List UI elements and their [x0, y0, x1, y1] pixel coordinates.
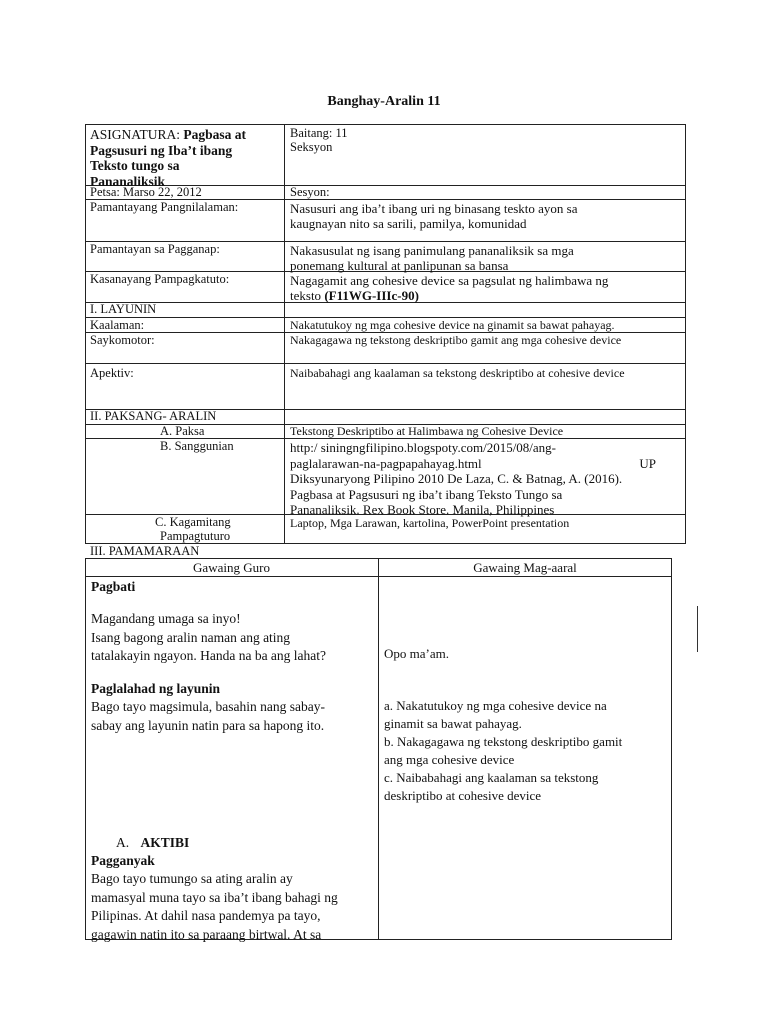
sanggunian-label: B. Sanggunian	[160, 439, 234, 453]
kagamitan-label	[155, 516, 231, 543]
kagamitan-value: Laptop, Mga Larawan, kartolina, PowerPoint presentation	[290, 516, 570, 530]
pagganap-label: Pamantayan sa Pagganap:	[90, 242, 220, 256]
paksa-label: A. Paksa	[160, 424, 205, 438]
seksyon: Seksyon	[290, 140, 333, 154]
kasanayan-code: (F11WG-IIIc-90)	[324, 288, 419, 303]
asignatura-prefix: ASIGNATURA:	[90, 127, 184, 142]
aktibi-letter: A.	[116, 835, 130, 850]
guro-p3-line2: mamasyal muna tayo sa iba’t ibang bahagi ng	[91, 889, 338, 905]
guro-paragraph-1	[91, 610, 326, 666]
sanggunian-line4: Pagbasa at Pagsusuri ng iba’t ibang Teksto Tungo sa	[290, 486, 563, 502]
kagamitan-label-line1: C. Kagamitang	[155, 515, 231, 529]
kaalaman-value: Nakatutukoy ng mga cohesive device na ginamit sa bawat pahayag.	[290, 318, 615, 332]
guro-p3-line3: Pilipinas. At dahil nasa pandemya pa tayo,	[91, 908, 321, 923]
magaaral-a-line2: ginamit sa bawat pahayag.	[384, 716, 522, 731]
sanggunian-line2: paglalarawan-na-pagpapahayag.html	[290, 455, 482, 471]
baitang: Baitang: 11	[290, 126, 348, 140]
pangnilalaman-value	[290, 201, 578, 231]
col-guro-header: Gawaing Guro	[193, 560, 270, 575]
guro-p1-line3: tatalakayin ngayon. Handa na ba ang lahat?	[91, 648, 327, 663]
pangnilalaman-label: Pamantayang Pangnilalaman:	[90, 200, 239, 214]
guro-p1-line1: Magandang umaga sa inyo!	[91, 611, 241, 626]
guro-p1-line2: Isang bagong aralin naman ang ating	[91, 629, 291, 645]
asignatura-line2: Pagsusuri ng Iba’t ibang	[90, 142, 233, 158]
petsa: Petsa: Marso 22, 2012	[90, 185, 202, 199]
asignatura-line1: Pagbasa at	[183, 127, 247, 142]
paksang-header: II. PAKSANG- ARALIN	[90, 409, 217, 423]
guro-paragraph-3	[91, 870, 338, 944]
guro-p3-line4: gagawin natin ito sa paraang birtwal. At sa	[91, 926, 322, 942]
sanggunian-line5: Pananaliksik. Rex Book Store. Manila, Philippines	[290, 502, 555, 517]
column-divider	[378, 558, 379, 940]
layunin-header: I. LAYUNIN	[90, 302, 157, 316]
magaaral-opo: Opo ma’am.	[384, 646, 449, 661]
kasanayan-line2: teksto	[290, 288, 325, 303]
magaaral-c-line2: deskriptibo at cohesive device	[384, 788, 542, 803]
asignatura-cell	[90, 127, 246, 189]
sesyon: Sesyon:	[290, 185, 330, 199]
pagganyak-heading: Pagganyak	[91, 853, 155, 868]
magaaral-a-line1: a. Nakatutukoy ng mga cohesive device na	[384, 698, 607, 713]
col-magaaral-header: Gawaing Mag-aaral	[473, 560, 577, 575]
page-title: Banghay-Aralin 11	[327, 94, 441, 109]
aktibi-label: AKTIBI	[140, 835, 190, 850]
magaaral-objectives	[384, 697, 622, 805]
margin-mark	[697, 606, 698, 652]
pangnilalaman-line1: Nasusuri ang iba’t ibang uri ng binasang teskto ayon sa	[290, 201, 578, 216]
aktibi-heading	[116, 834, 189, 853]
pagganap-line2: ponemang kultural at panlipunan sa bansa	[290, 258, 509, 273]
paglalahad-heading: Paglalahad ng layunin	[91, 681, 221, 696]
sanggunian-value	[290, 440, 682, 518]
guro-p2-line1: Bago tayo magsimula, basahin nang sabay-	[91, 699, 325, 714]
kasanayan-label: Kasanayang Pampagkatuto:	[90, 272, 230, 286]
kasanayan-line1: Nagagamit ang cohesive device sa pagsulat ng halimbawa ng	[290, 273, 609, 288]
sanggunian-line3: Diksyunaryong Pilipino 2010 De Laza, C. & Batnag, A. (2016).	[290, 471, 623, 486]
sanggunian-line1: http:/ siningngfilipino.blogspoty.com/2015/08/ang-	[290, 440, 557, 455]
kagamitan-label-line2: Pampagtuturo	[160, 528, 231, 543]
guro-p2-line2: sabay ang layunin natin para sa hapong ito.	[91, 717, 325, 733]
guro-p3-line1: Bago tayo tumungo sa ating aralin ay	[91, 871, 293, 886]
saykomotor-label: Saykomotor:	[90, 333, 155, 347]
magaaral-c-line1: c. Naibabahagi ang kaalaman sa tekstong	[384, 770, 599, 785]
guro-paragraph-2	[91, 698, 325, 735]
pamamaraan-header: III. PAMAMARAAN	[90, 544, 200, 558]
kasanayan-value	[290, 273, 608, 303]
pagbati-heading: Pagbati	[91, 579, 136, 594]
magaaral-b-line1: b. Nakagagawa ng tekstong deskriptibo gamit	[384, 734, 623, 749]
paksa-value: Tekstong Deskriptibo at Halimbawa ng Cohesive Device	[290, 424, 564, 438]
asignatura-line4: Pananaliksik	[90, 173, 166, 189]
row-line	[85, 363, 686, 364]
pangnilalaman-line2: kaugnayan nito sa sarili, pamilya, komunidad	[290, 216, 527, 231]
sanggunian-line2b: UP	[639, 455, 656, 471]
apektiv-label: Apektiv:	[90, 366, 134, 380]
header-line	[85, 576, 672, 577]
apektiv-value: Naibabahagi ang kaalaman sa tekstong deskriptibo at cohesive device	[290, 366, 625, 380]
saykomotor-value: Nakagagawa ng tekstong deskriptibo gamit ang mga cohesive device	[290, 333, 622, 347]
table-divider	[284, 124, 285, 544]
magaaral-b-line2: ang mga cohesive device	[384, 752, 515, 767]
pagganap-line1: Nakasusulat ng isang panimulang pananaliksik sa mga	[290, 243, 574, 258]
pagganap-value	[290, 243, 574, 273]
asignatura-line3: Teksto tungo sa	[90, 158, 180, 173]
kaalaman-label: Kaalaman:	[90, 318, 145, 332]
